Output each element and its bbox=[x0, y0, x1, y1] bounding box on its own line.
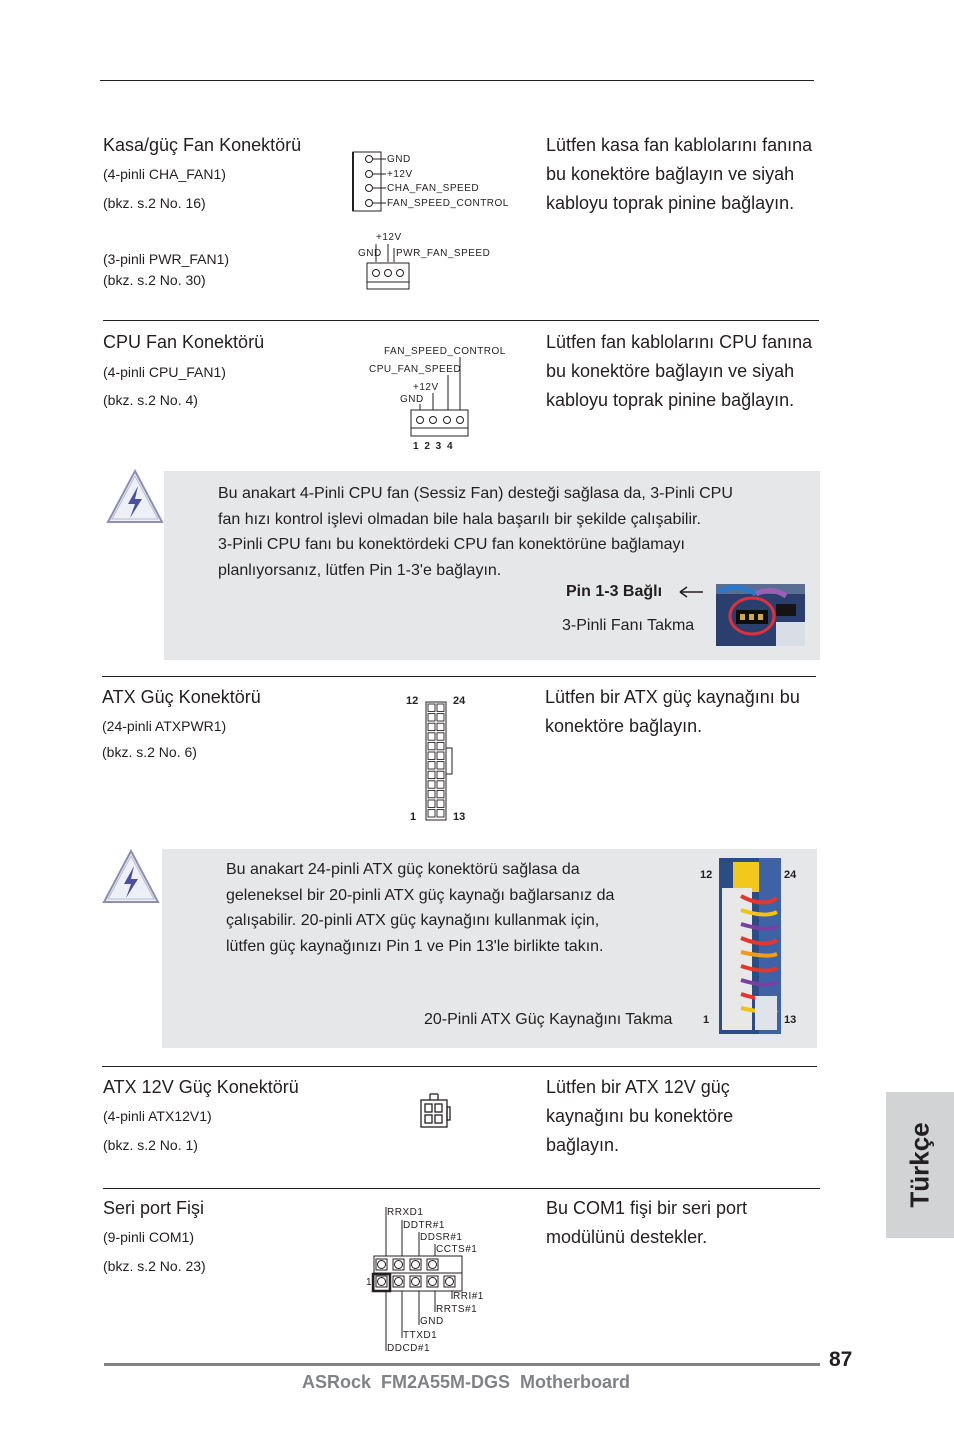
atx-power-pin-count: (24-pinli ATXPWR1) bbox=[102, 718, 227, 734]
pwr-fan-ref: (bkz. s.2 No. 30) bbox=[103, 272, 206, 288]
atx-pin-cell bbox=[437, 714, 444, 721]
atx-pin-cell bbox=[428, 704, 435, 711]
atx-note-line: çalışabilir. 20-pinli ATX güç kaynağını kullanmak için, bbox=[226, 912, 600, 929]
atx-pin-cell bbox=[437, 762, 444, 769]
atx-note-caption: 20-Pinli ATX Güç Kaynağını Takma bbox=[424, 1011, 673, 1028]
atx12v-title: ATX 12V Güç Konektörü bbox=[103, 1077, 299, 1097]
footer-rule bbox=[104, 1363, 820, 1366]
cpu-note-caption: 3-Pinli Fanı Takma bbox=[562, 617, 695, 634]
cpu-note-line: 3-Pinli CPU fanı bu konektördeki CPU fan konektörüne bağlamayı bbox=[218, 536, 685, 553]
atx-photo-pin-12: 12 bbox=[700, 869, 713, 881]
atx-power-description: Lütfen bir ATX güç kaynağını bu konektöre bağlayın. bbox=[545, 687, 800, 736]
atx-pin-cell bbox=[437, 733, 444, 740]
atx-note-line: geleneksel bir 20-pinli ATX güç kaynağı bağlarsanız da bbox=[226, 886, 615, 904]
pin-1-3-label: Pin 1-3 Bağlı bbox=[566, 583, 663, 600]
atx-note-text bbox=[226, 857, 686, 959]
com-pin-ddsr1: DDSR#1 bbox=[420, 1232, 463, 1243]
cpu-pin-12v: +12V bbox=[413, 382, 439, 393]
atx-pin-cell bbox=[437, 781, 444, 788]
atx-power-title: ATX Güç Konektörü bbox=[102, 687, 261, 707]
atx-24pin-diagram bbox=[424, 700, 456, 824]
atx-pin-cell bbox=[428, 810, 435, 817]
cpu-note-line: planlıyorsanız, lütfen Pin 1-3'e bağlayın. bbox=[218, 561, 502, 579]
cpu-pin-gnd: GND bbox=[400, 394, 424, 405]
chassis-fan-ref: (bkz. s.2 No. 16) bbox=[103, 195, 206, 211]
atx-pin-cell bbox=[437, 810, 444, 817]
cpu-note-text bbox=[218, 481, 808, 583]
atx-pin-cell bbox=[428, 781, 435, 788]
divider-3 bbox=[102, 1066, 817, 1067]
page-number: 87 bbox=[829, 1348, 853, 1371]
com-pin-ccts1: CCTS#1 bbox=[436, 1244, 478, 1255]
atx12v-ref: (bkz. s.2 No. 1) bbox=[103, 1137, 198, 1153]
divider-2 bbox=[102, 676, 816, 677]
serial-ref: (bkz. s.2 No. 23) bbox=[103, 1258, 206, 1274]
language-tab-label: Türkçe bbox=[904, 1122, 935, 1208]
cpu-fan-pin-count: (4-pinli CPU_FAN1) bbox=[103, 364, 226, 380]
atx-pin-cell bbox=[428, 733, 435, 740]
atx-power-ref: (bkz. s.2 No. 6) bbox=[102, 744, 197, 760]
atx-pin-cell bbox=[428, 790, 435, 797]
atx-pin-1: 1 bbox=[410, 811, 417, 823]
atx-note-line: Bu anakart 24-pinli ATX güç konektörü sağlasa da bbox=[226, 861, 580, 878]
serial-description: Bu COM1 fişi bir seri port modülünü destekler. bbox=[546, 1198, 748, 1247]
cpu-pin-speed: CPU_FAN_SPEED bbox=[369, 364, 462, 375]
cha-pin-speed: CHA_FAN_SPEED bbox=[387, 183, 480, 194]
atx-pin-cell bbox=[428, 714, 435, 721]
com-pin-rrxd1: RRXD1 bbox=[387, 1207, 424, 1218]
atx-pin-cell bbox=[437, 800, 444, 807]
atx12v-description: Lütfen bir ATX 12V güç kaynağını bu konektöre bağlayın. bbox=[546, 1077, 734, 1155]
cpu-fan-title: CPU Fan Konektörü bbox=[103, 332, 265, 352]
com-pin-rrts1: RRTS#1 bbox=[436, 1304, 478, 1315]
atx12v-diagram bbox=[418, 1092, 452, 1132]
pwr-pin-speed: PWR_FAN_SPEED bbox=[396, 248, 491, 259]
top-rule bbox=[100, 80, 814, 81]
atx-pin-cell bbox=[437, 723, 444, 730]
pwr-pin-gnd: GND bbox=[358, 248, 382, 259]
pwr-fan-pin-count: (3-pinli PWR_FAN1) bbox=[103, 251, 230, 267]
atx-pin-cell bbox=[437, 704, 444, 711]
atx-pin-cell bbox=[437, 771, 444, 778]
cpu-note-line: Bu anakart 4-Pinli CPU fan (Sessiz Fan) desteği sağlasa da, 3-Pinli CPU bbox=[218, 485, 733, 502]
com-pin-one: 1 bbox=[366, 1277, 373, 1288]
com-pin-gnd: GND bbox=[420, 1316, 444, 1327]
divider-4 bbox=[103, 1188, 820, 1189]
cpu-fan-diagram bbox=[366, 340, 506, 455]
divider-1 bbox=[103, 320, 819, 321]
atx-20pin-photo bbox=[719, 858, 781, 1034]
warning-icon bbox=[104, 468, 166, 526]
atx-photo-pin-1: 1 bbox=[703, 1014, 710, 1026]
atx-photo-pin-13: 13 bbox=[784, 1014, 797, 1026]
serial-title: Seri port Fişi bbox=[103, 1198, 205, 1218]
cha-pin-gnd: GND bbox=[387, 154, 411, 165]
com-pin-ddtr1: DDTR#1 bbox=[403, 1220, 445, 1231]
cpu-fan-ref: (bkz. s.2 No. 4) bbox=[103, 392, 198, 408]
chassis-fan-diagram bbox=[350, 150, 530, 295]
serial-pin-count: (9-pinli COM1) bbox=[103, 1229, 195, 1245]
cpu-fan-description: Lütfen fan kablolarını CPU fanına bu konektöre bağlayın ve siyah kabloyu toprak pinine bağlayın. bbox=[546, 332, 813, 410]
com-pin-ddcd1: DDCD#1 bbox=[387, 1343, 431, 1354]
com-pin-ttxd1: TTXD1 bbox=[403, 1330, 438, 1341]
com-pin-rri1: RRI#1 bbox=[453, 1291, 484, 1302]
atx-pin-cell bbox=[428, 800, 435, 807]
atx12v-pin-count: (4-pinli ATX12V1) bbox=[103, 1108, 212, 1124]
atx-pin-cell bbox=[428, 771, 435, 778]
atx-pin-12: 12 bbox=[406, 695, 419, 707]
serial-com1-diagram bbox=[364, 1203, 494, 1355]
cha-pin-control: FAN_SPEED_CONTROL bbox=[387, 198, 509, 209]
atx-pin-cell bbox=[428, 762, 435, 769]
chassis-fan-title: Kasa/güç Fan Konektörü bbox=[103, 135, 302, 155]
warning-icon bbox=[100, 848, 162, 906]
atx-photo-pin-24: 24 bbox=[784, 869, 797, 881]
cpu-pin-control: FAN_SPEED_CONTROL bbox=[384, 346, 506, 357]
arrow-left-icon bbox=[676, 586, 704, 598]
chassis-fan-pin-count: (4-pinli CHA_FAN1) bbox=[103, 166, 226, 182]
cpu-pin-numbers: 1 2 3 4 bbox=[413, 441, 453, 452]
cha-pin-12v: +12V bbox=[387, 169, 413, 180]
chassis-fan-description: Lütfen kasa fan kablolarını fanına bu konektöre bağlayın ve siyah kabloyu toprak pinine bağlayın. bbox=[546, 135, 813, 213]
atx-pin-cell bbox=[428, 723, 435, 730]
atx-note-line: lütfen güç kaynağınızı Pin 1 ve Pin 13'le birlikte takın. bbox=[226, 937, 604, 955]
fan-connector-photo bbox=[716, 584, 805, 646]
atx-pin-cell bbox=[437, 752, 444, 759]
atx-pin-24: 24 bbox=[453, 695, 466, 707]
cpu-note-line: fan hızı kontrol işlevi olmadan bile hala başarılı bir şekilde çalışabilir. bbox=[218, 510, 701, 528]
footer-product: ASRock FM2A55M-DGS Motherboard bbox=[302, 1372, 631, 1392]
atx-pin-cell bbox=[437, 790, 444, 797]
atx-pin-cell bbox=[428, 742, 435, 749]
language-tab bbox=[886, 1092, 954, 1238]
atx-pin-cell bbox=[428, 752, 435, 759]
atx-pin-13: 13 bbox=[453, 811, 466, 823]
pwr-pin-12v: +12V bbox=[376, 232, 402, 243]
atx-pin-cell bbox=[437, 742, 444, 749]
